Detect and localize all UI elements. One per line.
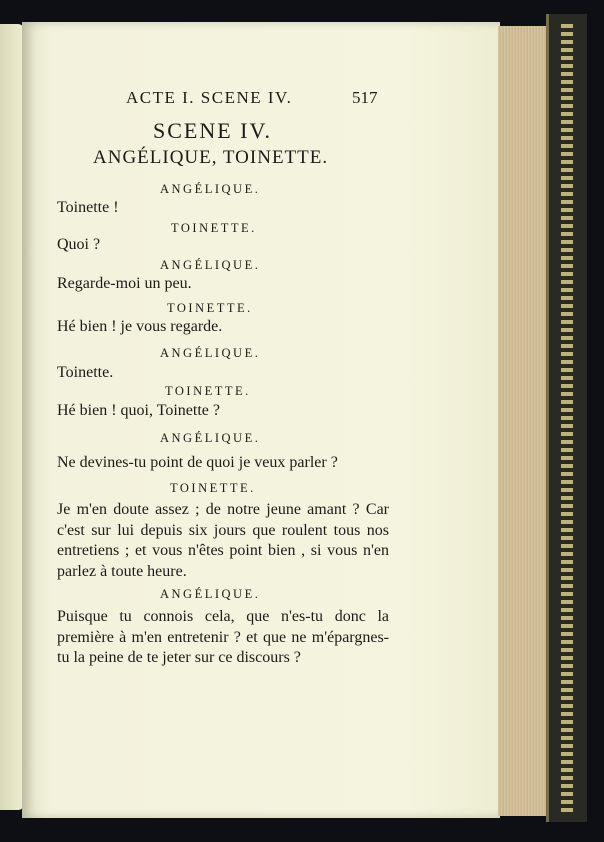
page-number: 517 [352, 88, 378, 107]
facing-page-edge [0, 24, 24, 810]
speaker-label: TOINETTE. [165, 384, 251, 398]
speaker-label: ANGÉLIQUE. [160, 182, 261, 196]
scene-characters: ANGÉLIQUE, TOINETTE. [93, 147, 329, 168]
page-block-edges [498, 26, 548, 816]
dialogue-line: Toinette ! [57, 199, 119, 216]
spine-ornament [561, 24, 573, 812]
book-spine [546, 14, 587, 822]
running-head: ACTE I. SCENE IV. [126, 88, 293, 107]
speaker-label: ANGÉLIQUE. [160, 431, 261, 445]
dialogue-line: Quoi ? [57, 236, 101, 253]
dialogue-line: Hé bien ! je vous regarde. [57, 318, 223, 335]
scene-title: SCENE IV. [153, 118, 273, 143]
speaker-label: ANGÉLIQUE. [160, 346, 261, 360]
speaker-label: TOINETTE. [171, 221, 257, 235]
speaker-label: TOINETTE. [167, 301, 253, 315]
dialogue-line: Ne devines-tu point de quoi je veux parler ? [57, 454, 338, 471]
speaker-label: ANGÉLIQUE. [160, 587, 261, 601]
speaker-label: TOINETTE. [170, 481, 256, 495]
dialogue-line: Regarde-moi un peu. [57, 275, 192, 292]
dialogue-line: Hé bien ! quoi, Toinette ? [57, 402, 220, 419]
speaker-label: ANGÉLIQUE. [160, 258, 261, 272]
dialogue-paragraph: Je m'en doute assez ; de notre jeune amant ? Car c'est sur lui depuis six jours que roulent tous nos entretiens ; et vous n'êtes point bien , si vous n'en parlez à toute heure. [57, 501, 389, 580]
dialogue-paragraph: Puisque tu connois cela, que n'es-tu donc la première à m'en entretenir ? et que ne m'épargnes-tu la peine de te jeter sur ce discours ? [57, 608, 389, 666]
dialogue-line: Toinette. [57, 364, 114, 381]
